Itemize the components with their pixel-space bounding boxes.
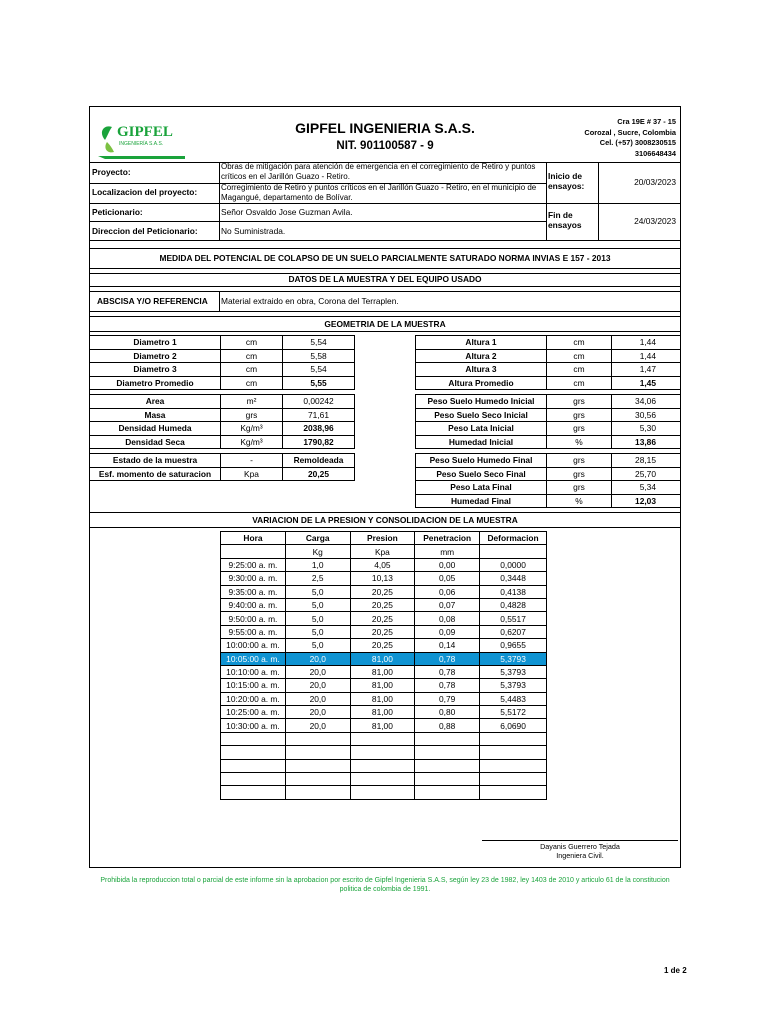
- divider: [89, 331, 681, 332]
- table-cell: 1,0: [285, 558, 350, 571]
- row-label: Densidad Humeda: [90, 422, 221, 436]
- row-label: Altura 2: [416, 349, 547, 363]
- row-label: Peso Lata Final: [416, 481, 547, 495]
- divider: [89, 316, 681, 317]
- table-cell: [415, 732, 480, 745]
- row-value: Remoldeada: [283, 454, 355, 468]
- logo-subtext: INGENIERÍA S.A.S.: [119, 141, 164, 147]
- row-value: 5,34: [612, 481, 681, 495]
- row-value: 5,54: [283, 363, 355, 377]
- datos-title: DATOS DE LA MUESTRA Y DEL EQUIPO USADO: [288, 274, 482, 284]
- altura-row: [416, 349, 681, 363]
- abscisa-label: ABSCISA Y/O REFERENCIA: [97, 296, 208, 306]
- table-row: [221, 572, 547, 585]
- logo-text: GIPFEL: [117, 124, 173, 140]
- company-phone-2: 3106648434: [634, 149, 676, 158]
- table-row: [221, 558, 547, 571]
- table-unit-cell: [480, 545, 547, 558]
- table-row: [221, 706, 547, 719]
- table-cell: [415, 786, 480, 799]
- humedad-row: [416, 422, 681, 436]
- row-label: Peso Suelo Humedo Inicial: [416, 395, 547, 409]
- table-cell: [350, 773, 415, 786]
- table-cell: 9:25:00 a. m.: [221, 558, 286, 571]
- altura-table: [415, 335, 681, 390]
- humedad-final-row: [416, 467, 681, 481]
- table-unit-cell: Kpa: [350, 545, 415, 558]
- table-cell: 9:35:00 a. m.: [221, 585, 286, 598]
- table-cell: [221, 773, 286, 786]
- peticionario-value: Señor Osvaldo Jose Guzman Avila.: [221, 207, 353, 217]
- table-cell: 20,25: [350, 625, 415, 638]
- density-row: [90, 435, 355, 449]
- table-row-empty: [221, 732, 547, 745]
- table-cell: 10:00:00 a. m.: [221, 639, 286, 652]
- table-cell: 9:40:00 a. m.: [221, 598, 286, 611]
- table-cell: [221, 746, 286, 759]
- direccion-value: No Suministrada.: [221, 226, 286, 236]
- altura-row: [416, 363, 681, 377]
- table-cell: [480, 759, 547, 772]
- altura-row: [416, 376, 681, 390]
- row-unit: m²: [221, 395, 283, 409]
- row-unit: %: [547, 494, 612, 508]
- company-city: Corozal , Sucre, Colombia: [584, 128, 676, 137]
- table-cell: 4,05: [350, 558, 415, 571]
- table-cell: 2,5: [285, 572, 350, 585]
- proyecto-label: Proyecto:: [92, 167, 131, 177]
- row-value: 5,55: [283, 376, 355, 390]
- table-cell: 6,0690: [480, 719, 547, 732]
- row-unit: cm: [221, 376, 283, 390]
- divider: [89, 203, 681, 204]
- company-nit: NIT. 901100587 - 9: [336, 140, 434, 152]
- table-row-empty: [221, 773, 547, 786]
- row-value: 20,25: [283, 467, 355, 481]
- row-label: Diametro 2: [90, 349, 221, 363]
- variacion-title: VARIACION DE LA PRESION Y CONSOLIDACION DE LA MUESTRA: [252, 515, 518, 525]
- row-value: 13,86: [612, 435, 681, 449]
- row-label: Altura Promedio: [416, 376, 547, 390]
- table-cell: [285, 746, 350, 759]
- table-cell: 0,78: [415, 665, 480, 678]
- row-label: Esf. momento de saturacion: [90, 467, 221, 481]
- table-header-cell: Carga: [285, 532, 350, 545]
- table-row: [221, 665, 547, 678]
- table-cell: [221, 732, 286, 745]
- density-row: [90, 422, 355, 436]
- table-cell: 20,0: [285, 692, 350, 705]
- divider: [89, 311, 681, 312]
- company-phone: Cel. (+57) 3008230515: [599, 138, 676, 147]
- table-cell: 20,25: [350, 598, 415, 611]
- localizacion-value: Corregimiento de Retiro y puntos críticos en el Jarillón Guazo - Retiro, en el municipio de Magangué, departamento de Bolívar.: [221, 183, 537, 202]
- table-cell: 0,08: [415, 612, 480, 625]
- row-label: Peso Suelo Seco Inicial: [416, 408, 547, 422]
- row-label: Diametro Promedio: [90, 376, 221, 390]
- estado-row: [90, 454, 355, 468]
- row-label: Estado de la muestra: [90, 454, 221, 468]
- table-cell: 0,78: [415, 679, 480, 692]
- table-header-cell: Hora: [221, 532, 286, 545]
- page-number: 1 de 2: [664, 966, 687, 975]
- table-cell: 0,79: [415, 692, 480, 705]
- table-cell: 5,0: [285, 598, 350, 611]
- table-cell: [285, 732, 350, 745]
- table-unit-cell: [221, 545, 286, 558]
- table-row: [221, 639, 547, 652]
- density-row: [90, 395, 355, 409]
- diametro-row: [90, 376, 355, 390]
- table-cell: 5,0: [285, 625, 350, 638]
- direccion-label: Direccion del Peticionario:: [92, 226, 198, 236]
- estado-table: [89, 453, 355, 481]
- table-cell: [415, 773, 480, 786]
- fin-value: 24/03/2023: [634, 216, 676, 226]
- abscisa-value: Material extraido en obra, Corona del Terraplen.: [221, 296, 399, 306]
- row-value: 34,06: [612, 395, 681, 409]
- row-unit: cm: [547, 336, 612, 350]
- table-cell: 81,00: [350, 652, 415, 665]
- row-value: 12,03: [612, 494, 681, 508]
- table-cell: 10:10:00 a. m.: [221, 665, 286, 678]
- row-value: 5,30: [612, 422, 681, 436]
- table-cell: 10:30:00 a. m.: [221, 719, 286, 732]
- table-cell: 0,14: [415, 639, 480, 652]
- divider: [89, 240, 681, 241]
- divider: [546, 162, 547, 240]
- inicio-value: 20/03/2023: [634, 177, 676, 187]
- humedad-final-row: [416, 494, 681, 508]
- table-unit-cell: Kg: [285, 545, 350, 558]
- table-cell: 10:15:00 a. m.: [221, 679, 286, 692]
- table-cell: [350, 786, 415, 799]
- humedad-final-row: [416, 481, 681, 495]
- table-cell: [480, 732, 547, 745]
- row-unit: cm: [547, 349, 612, 363]
- row-unit: grs: [547, 395, 612, 409]
- table-cell: 9:55:00 a. m.: [221, 625, 286, 638]
- table-cell: 20,25: [350, 612, 415, 625]
- table-cell: [480, 786, 547, 799]
- table-cell: 10:05:00 a. m.: [221, 652, 286, 665]
- table-cell: [480, 773, 547, 786]
- table-header-cell: Presion: [350, 532, 415, 545]
- row-label: Humedad Inicial: [416, 435, 547, 449]
- altura-row: [416, 336, 681, 350]
- row-value: 1,47: [612, 363, 681, 377]
- table-cell: 20,0: [285, 719, 350, 732]
- row-value: 1,44: [612, 336, 681, 350]
- table-cell: 0,3448: [480, 572, 547, 585]
- fin-label: Fin de ensayos: [548, 210, 582, 230]
- row-unit: grs: [547, 454, 612, 468]
- table-cell: [415, 759, 480, 772]
- row-label: Area: [90, 395, 221, 409]
- row-label: Altura 3: [416, 363, 547, 377]
- table-header-row: [221, 532, 547, 545]
- table-row: [221, 585, 547, 598]
- row-label: Peso Suelo Humedo Final: [416, 454, 547, 468]
- table-cell: [480, 746, 547, 759]
- table-row: [221, 652, 547, 665]
- signature-role: Ingeniera Civil.: [556, 851, 604, 860]
- table-cell: 81,00: [350, 719, 415, 732]
- row-value: 5,58: [283, 349, 355, 363]
- table-cell: 0,5517: [480, 612, 547, 625]
- row-value: 30,56: [612, 408, 681, 422]
- table-cell: 20,0: [285, 706, 350, 719]
- row-value: 1,45: [612, 376, 681, 390]
- row-value: 28,15: [612, 454, 681, 468]
- table-row: [221, 679, 547, 692]
- table-cell: [285, 773, 350, 786]
- row-label: Diametro 3: [90, 363, 221, 377]
- table-cell: 10,13: [350, 572, 415, 585]
- humedad-row: [416, 408, 681, 422]
- table-cell: 5,3793: [480, 665, 547, 678]
- divider: [219, 291, 220, 311]
- table-row: [221, 612, 547, 625]
- table-cell: 20,25: [350, 639, 415, 652]
- peticionario-label: Peticionario:: [92, 207, 143, 217]
- table-cell: 5,0: [285, 585, 350, 598]
- table-cell: [221, 759, 286, 772]
- table-cell: 0,0000: [480, 558, 547, 571]
- table-cell: 0,9655: [480, 639, 547, 652]
- table-cell: 0,00: [415, 558, 480, 571]
- row-label: Peso Suelo Seco Final: [416, 467, 547, 481]
- humedad-inicial-table: [415, 394, 681, 449]
- table-unit-cell: mm: [415, 545, 480, 558]
- diametro-row: [90, 336, 355, 350]
- inicio-label: Inicio de ensayos:: [548, 171, 585, 191]
- table-cell: [415, 746, 480, 759]
- row-unit: Kpa: [221, 467, 283, 481]
- localizacion-label: Localizacion del proyecto:: [92, 187, 198, 197]
- table-cell: 5,0: [285, 639, 350, 652]
- table-cell: 20,25: [350, 585, 415, 598]
- divider: [89, 221, 547, 222]
- row-unit: grs: [547, 408, 612, 422]
- table-cell: 0,4138: [480, 585, 547, 598]
- divider: [89, 286, 681, 287]
- table-cell: 9:30:00 a. m.: [221, 572, 286, 585]
- row-unit: grs: [547, 467, 612, 481]
- table-header-cell: Deformacion: [480, 532, 547, 545]
- table-cell: 5,0: [285, 612, 350, 625]
- divider: [89, 527, 681, 528]
- divider: [89, 291, 681, 292]
- table-cell: 81,00: [350, 679, 415, 692]
- row-unit: Kg/m³: [221, 435, 283, 449]
- table-cell: 9:50:00 a. m.: [221, 612, 286, 625]
- row-unit: -: [221, 454, 283, 468]
- divider: [219, 162, 220, 240]
- row-value: 2038,96: [283, 422, 355, 436]
- geometria-title: GEOMETRIA DE LA MUESTRA: [324, 319, 446, 329]
- table-cell: 0,07: [415, 598, 480, 611]
- estado-row: [90, 467, 355, 481]
- table-cell: 20,0: [285, 652, 350, 665]
- row-unit: cm: [221, 363, 283, 377]
- table-cell: 0,88: [415, 719, 480, 732]
- signature-line: [482, 840, 678, 841]
- table-cell: 5,3793: [480, 679, 547, 692]
- row-label: Altura 1: [416, 336, 547, 350]
- divider: [89, 248, 681, 249]
- main-title: MEDIDA DEL POTENCIAL DE COLAPSO DE UN SUELO PARCIALMENTE SATURADO NORMA INVIAS E 157 - 2013: [159, 253, 611, 263]
- table-cell: [350, 746, 415, 759]
- row-unit: grs: [547, 481, 612, 495]
- company-name: GIPFEL INGENIERIA S.A.S.: [295, 120, 475, 136]
- table-cell: 5,4483: [480, 692, 547, 705]
- table-cell: 20,0: [285, 665, 350, 678]
- row-unit: grs: [221, 408, 283, 422]
- table-cell: 81,00: [350, 706, 415, 719]
- signature-name: Dayanis Guerrero Tejada: [540, 842, 620, 851]
- divider: [598, 162, 599, 240]
- table-row-empty: [221, 746, 547, 759]
- diametro-row: [90, 349, 355, 363]
- row-label: Peso Lata Inicial: [416, 422, 547, 436]
- table-row: [221, 692, 547, 705]
- company-address: Cra 19E # 37 - 15: [617, 117, 676, 126]
- table-cell: 81,00: [350, 692, 415, 705]
- row-value: 1790,82: [283, 435, 355, 449]
- table-row-empty: [221, 786, 547, 799]
- row-label: Humedad Final: [416, 494, 547, 508]
- table-cell: 20,0: [285, 679, 350, 692]
- row-unit: %: [547, 435, 612, 449]
- table-cell: 81,00: [350, 665, 415, 678]
- table-cell: 0,4828: [480, 598, 547, 611]
- row-value: 1,44: [612, 349, 681, 363]
- row-value: 71,61: [283, 408, 355, 422]
- table-row: [221, 598, 547, 611]
- density-row: [90, 408, 355, 422]
- table-row: [221, 719, 547, 732]
- humedad-final-row: [416, 454, 681, 468]
- row-unit: Kg/m³: [221, 422, 283, 436]
- row-value: 25,70: [612, 467, 681, 481]
- table-units-row: [221, 545, 547, 558]
- humedad-final-table: [415, 453, 681, 508]
- table-cell: [221, 786, 286, 799]
- table-cell: [285, 786, 350, 799]
- table-cell: [350, 732, 415, 745]
- divider: [89, 268, 681, 269]
- table-cell: 0,80: [415, 706, 480, 719]
- table-row-empty: [221, 759, 547, 772]
- diametro-row: [90, 363, 355, 377]
- table-cell: 10:20:00 a. m.: [221, 692, 286, 705]
- row-unit: grs: [547, 422, 612, 436]
- table-row: [221, 625, 547, 638]
- row-label: Masa: [90, 408, 221, 422]
- humedad-row: [416, 435, 681, 449]
- table-cell: 10:25:00 a. m.: [221, 706, 286, 719]
- consolidation-table: [220, 531, 547, 800]
- legal-note: Prohibida la reproduccion total o parcial de este informe sin la aprobacion por escrito de Gipfel Ingenieria S.A.S, según ley 23 de 1982, ley 1403 de 2010 y articulo 61 de la constitucion politica de colombia de 1991.: [100, 877, 670, 893]
- table-header-cell: Penetracion: [415, 532, 480, 545]
- table-cell: 0,78: [415, 652, 480, 665]
- table-cell: 0,6207: [480, 625, 547, 638]
- density-table: [89, 394, 355, 449]
- row-value: 5,54: [283, 336, 355, 350]
- proyecto-value: Obras de mitigación para atención de emergencia en el corregimiento de Retiro y puntos críticos en el Jarillón Guazo - Retiro.: [221, 162, 536, 181]
- row-unit: cm: [221, 349, 283, 363]
- row-unit: cm: [221, 336, 283, 350]
- divider: [89, 512, 681, 513]
- row-label: Densidad Seca: [90, 435, 221, 449]
- row-unit: cm: [547, 363, 612, 377]
- row-value: 0,00242: [283, 395, 355, 409]
- table-cell: [285, 759, 350, 772]
- table-cell: 5,5172: [480, 706, 547, 719]
- diametro-table: [89, 335, 355, 390]
- table-cell: 0,09: [415, 625, 480, 638]
- table-cell: 0,05: [415, 572, 480, 585]
- humedad-row: [416, 395, 681, 409]
- table-cell: 5,3793: [480, 652, 547, 665]
- table-cell: 0,06: [415, 585, 480, 598]
- row-unit: cm: [547, 376, 612, 390]
- row-label: Diametro 1: [90, 336, 221, 350]
- table-cell: [350, 759, 415, 772]
